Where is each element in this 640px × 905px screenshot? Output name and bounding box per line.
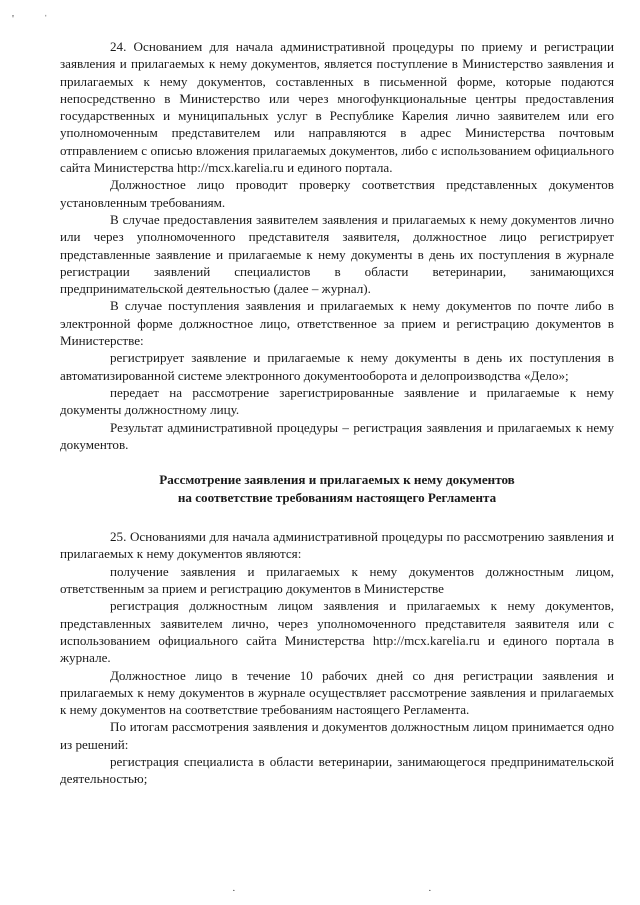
scan-speck: · [428,885,432,897]
paragraph: передает на рассмотрение зарегистрированные заявление и прилагаемые к нему документы должностному лицу. [60,384,614,418]
paragraph: В случае поступления заявления и прилагаемых к нему документов по почте либо в электронной форме должностное лицо, ответственное за прием и регистрацию документов в Министерстве: [60,298,614,349]
scan-speck: · [232,885,236,897]
scan-speck: ˈ [44,13,48,25]
heading-line: Рассмотрение заявления и прилагаемых к нему документов [159,472,515,488]
section-25 [60,528,614,787]
paragraph: Должностное лицо в течение 10 рабочих дней со дня регистрации заявления и прилагаемых к нему документов в журнале осуществляет рассмотрение заявления и прилагаемых к нему документов на соответствие требованиям настоящего Регламента. [60,667,614,718]
paragraph: По итогам рассмотрения заявления и документов должностным лицом принимается одно из решений: [60,719,614,752]
paragraph: регистрация специалиста в области ветеринарии, занимающегося предпринимательской деятельностью; [60,753,614,787]
paragraph: Должностное лицо проводит проверку соответствия представленных документов установленным требованиям. [60,177,614,210]
section-24 [60,38,614,453]
scan-speck: ' [12,13,14,25]
paragraph: получение заявления и прилагаемых к нему документов должностным лицом, ответственным за прием и регистрацию документов в Министерстве [60,563,614,597]
paragraph: Результат административной процедуры – регистрация заявления и прилагаемых к нему документов. [60,419,614,452]
paragraph: 25. Основаниями для начала административной процедуры по рассмотрению заявления и прилагаемых к нему документов являются: [60,529,614,562]
document-page [60,38,614,788]
heading-line: на соответствие требованиям настоящего Регламента [177,489,497,505]
paragraph: регистрирует заявление и прилагаемые к нему документы в день их поступления в автоматизированной системе электронного документооборота и делопроизводства «Дело»; [60,350,614,383]
paragraph: регистрация должностным лицом заявления и прилагаемых к нему документов, представленных заявителем лично, через уполномоченного представителя заявителя или с использованием официального сайта Министерства http://mcx.karelia.ru и единого портала в журнале. [60,598,614,666]
section-heading [60,471,614,506]
paragraph: В случае предоставления заявителем заявления и прилагаемых к нему документов лично или через уполномоченного представителя заявителя, должностное лицо регистрирует представленные заявление и прилагаемые к нему документы в день их поступления в журнале регистрации заявлений специалистов в области ветеринарии, занимающихся предпринимательской деятельностью (далее – журнал). [60,211,614,297]
paragraph: 24. Основанием для начала административной процедуры по приему и регистрации заявления и прилагаемых к нему документов, является поступление в Министерство заявления и прилагаемых к нему документов, составленных в письменной форме, которые подаются непосредственно в Министерство или через многофункциональные центры предоставления государственных и муниципальных услуг в Республике Карелия лично заявителем или его уполномоченным представителем или направляются в адрес Министерства почтовым отправлением с описью вложения прилагаемых документов, либо с использованием официального сайта Министерства http://mcx.karelia.ru и единого портала. [60,39,614,176]
